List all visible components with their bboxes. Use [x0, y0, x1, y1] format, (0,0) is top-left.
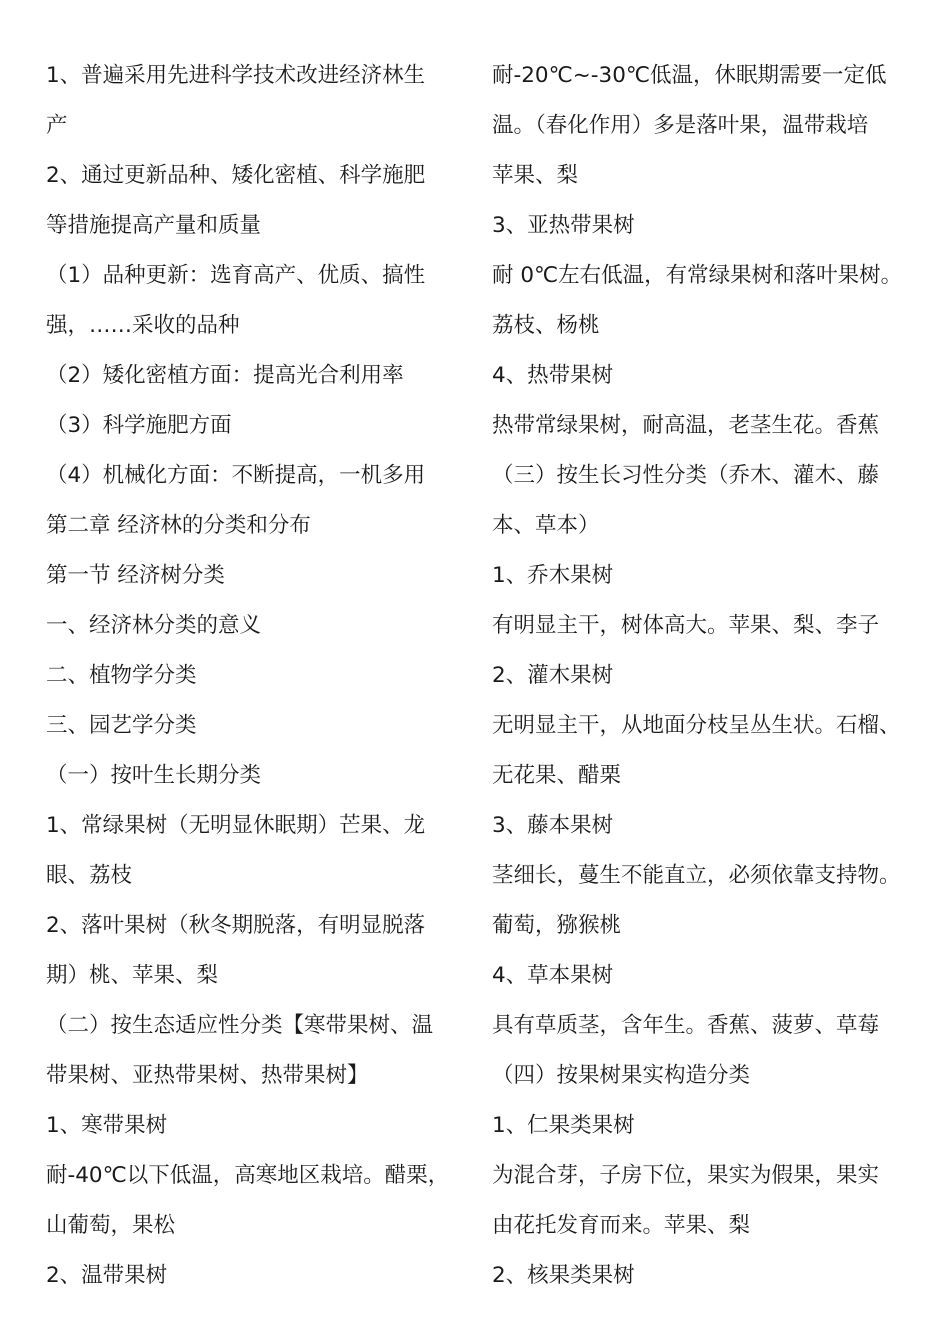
text-line: 无花果、醋栗 — [492, 763, 622, 788]
text-line: 无明显主干，从地面分枝呈丛生状。石榴、 — [492, 713, 901, 738]
chapter-heading: 第二章 经济林的分类和分布 — [46, 513, 311, 538]
text-line: 3、亚热带果树 — [492, 213, 635, 238]
text-line: 眼、荔枝 — [46, 863, 133, 888]
text-line: 3、藤本果树 — [492, 813, 614, 838]
text-line: 1、寒带果树 — [46, 1113, 168, 1138]
text-line: （四）按果树果实构造分类 — [492, 1063, 751, 1088]
text-line: 1、仁果类果树 — [492, 1113, 635, 1138]
text-line: 荔枝、杨桃 — [492, 313, 600, 338]
text-line: 一、经济林分类的意义 — [46, 613, 262, 638]
text-line: 耐-20℃~-30℃低温，休眠期需要一定低 — [492, 63, 887, 88]
left-column — [46, 51, 474, 1301]
text-line: 二、植物学分类 — [46, 663, 197, 688]
text-line: 2、落叶果树（秋冬期脱落，有明显脱落 — [46, 913, 426, 938]
text-line: （1）品种更新：选育高产、优质、搞性 — [46, 263, 426, 288]
text-line: 期）桃、苹果、梨 — [46, 963, 219, 988]
text-line: 4、热带果树 — [492, 363, 614, 388]
text-line: 耐 0℃左右低温，有常绿果树和落叶果树。 — [492, 263, 903, 288]
text-line: 茎细长，蔓生不能直立，必须依靠支持物。 — [492, 863, 901, 888]
text-line: 山葡萄，果松 — [46, 1213, 176, 1238]
text-line: 为混合芽，子房下位，果实为假果，果实 — [492, 1163, 880, 1188]
text-line: 产 — [46, 113, 68, 138]
text-line: 1、普遍采用先进科学技术改进经济林生 — [46, 63, 426, 88]
text-line: （三）按生长习性分类（乔木、灌木、藤 — [492, 463, 880, 488]
text-line: （二）按生态适应性分类【寒带果树、温 — [46, 1013, 434, 1038]
text-line: （4）机械化方面：不断提高，一机多用 — [46, 463, 426, 488]
text-line: （3）科学施肥方面 — [46, 413, 232, 438]
text-line: 2、灌木果树 — [492, 663, 614, 688]
text-line: 耐-40℃以下低温，高寒地区栽培。醋栗， — [46, 1163, 450, 1188]
text-line: 有明显主干，树体高大。苹果、梨、李子 — [492, 613, 880, 638]
section-heading: 第一节 经济树分类 — [46, 563, 225, 588]
text-line: 等措施提高产量和质量 — [46, 213, 262, 238]
text-line: 本、草本） — [492, 513, 600, 538]
text-line: 1、常绿果树（无明显休眠期）芒果、龙 — [46, 813, 426, 838]
text-line: 2、通过更新品种、矮化密植、科学施肥 — [46, 163, 426, 188]
text-line: 4、草本果树 — [492, 963, 614, 988]
text-line: 温。（春化作用）多是落叶果，温带栽培 — [492, 113, 869, 138]
text-line: （2）矮化密植方面：提高光合利用率 — [46, 363, 404, 388]
text-line: 由花托发育而来。苹果、梨 — [492, 1213, 751, 1238]
text-line: 1、乔木果树 — [492, 563, 614, 588]
text-line: 葡萄，猕猴桃 — [492, 913, 622, 938]
text-line: 强，……采收的品种 — [46, 313, 240, 338]
text-line: （一）按叶生长期分类 — [46, 763, 262, 788]
text-line: 苹果、梨 — [492, 163, 579, 188]
text-line: 带果树、亚热带果树、热带果树】 — [46, 1063, 369, 1088]
text-line: 2、核果类果树 — [492, 1263, 635, 1288]
text-line: 热带常绿果树，耐高温，老茎生花。香蕉 — [492, 413, 880, 438]
text-line: 具有草质茎，含年生。香蕉、菠萝、草莓 — [492, 1013, 880, 1038]
right-column — [492, 51, 932, 1301]
text-line: 2、温带果树 — [46, 1263, 168, 1288]
text-line: 三、园艺学分类 — [46, 713, 197, 738]
